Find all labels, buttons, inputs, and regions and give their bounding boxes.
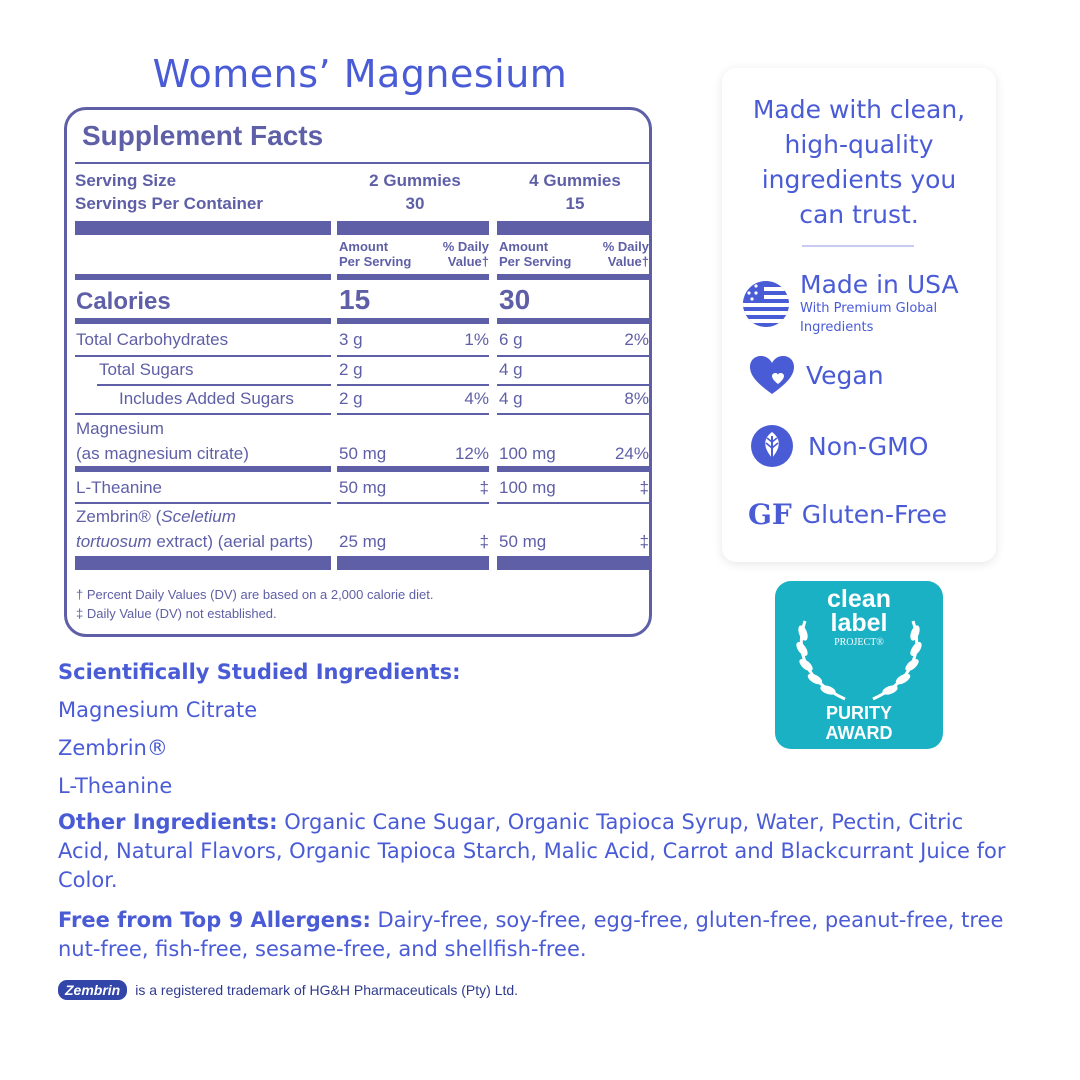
trademark-note bbox=[58, 980, 518, 1000]
thick-bar bbox=[337, 221, 489, 235]
badge-label: Made in USA bbox=[800, 270, 959, 299]
award-title bbox=[775, 703, 943, 743]
col1-serving: 2 Gummies bbox=[369, 171, 461, 190]
row-amount-1: 2 g bbox=[339, 360, 363, 379]
row-dv-1: ‡ bbox=[479, 478, 489, 497]
row-dv-1: 4% bbox=[464, 389, 489, 408]
divider bbox=[75, 162, 651, 164]
row-amount-1: 25 mg bbox=[339, 532, 387, 551]
row-amount-1: 2 g bbox=[339, 389, 363, 408]
mid-bar bbox=[75, 466, 331, 472]
other-ingredients bbox=[58, 808, 1018, 895]
thick-bar bbox=[497, 221, 651, 235]
row-name-sub: tortuosum extract) (aerial parts) bbox=[76, 532, 314, 551]
claim-line: ingredients you bbox=[761, 165, 957, 194]
calories-label: Calories bbox=[76, 288, 171, 315]
other-ingredients-label: Other Ingredients: bbox=[58, 810, 278, 834]
award-project: PROJECT® bbox=[834, 637, 884, 648]
row-dv-2: ‡ bbox=[639, 532, 649, 551]
quality-claim bbox=[732, 92, 986, 232]
studied-item: L-Theanine bbox=[58, 774, 173, 798]
divider bbox=[75, 502, 331, 504]
footnote-double-dagger: ‡ Daily Value (DV) not established. bbox=[76, 606, 277, 621]
heart-icon bbox=[748, 354, 796, 396]
divider bbox=[497, 384, 651, 386]
col1-servings: 30 bbox=[405, 194, 425, 213]
mid-bar bbox=[337, 274, 489, 280]
divider bbox=[337, 502, 489, 504]
zembrin-logo: Zembrin bbox=[58, 980, 127, 1000]
claims-card bbox=[722, 68, 996, 562]
claim-line: can trust. bbox=[799, 200, 919, 229]
badge-label: Non-GMO bbox=[808, 431, 929, 461]
row-dv-1: ‡ bbox=[479, 532, 489, 551]
card-divider bbox=[802, 245, 914, 247]
row-name: Magnesium bbox=[76, 419, 164, 438]
amount-header-1: Amount Per Serving bbox=[339, 239, 412, 269]
award-line: AWARD bbox=[825, 723, 893, 743]
row-dv-1: 1% bbox=[464, 330, 489, 349]
studied-heading: Scientifically Studied Ingredients: bbox=[58, 660, 461, 684]
row-amount-2: 50 mg bbox=[499, 532, 547, 551]
mid-bar bbox=[497, 466, 651, 472]
col2-serving: 4 Gummies bbox=[529, 171, 621, 190]
badge-sub: With Premium Global bbox=[800, 301, 938, 316]
badge-gluten-free bbox=[748, 498, 947, 531]
divider bbox=[497, 355, 651, 357]
allergen-statement bbox=[58, 906, 1018, 964]
award-line: label bbox=[830, 609, 888, 637]
servings-per-container-label: Servings Per Container bbox=[75, 194, 264, 213]
calories-col2: 30 bbox=[499, 284, 531, 315]
mid-bar bbox=[337, 466, 489, 472]
trademark-text: is a registered trademark of HG&H Pharmaceuticals (Pty) Ltd. bbox=[135, 982, 519, 998]
row-name-sub: (as magnesium citrate) bbox=[76, 444, 249, 463]
divider bbox=[97, 384, 331, 386]
dv-header-2: % Daily Value† bbox=[602, 239, 649, 269]
divider bbox=[497, 502, 651, 504]
badge-label: Gluten-Free bbox=[801, 500, 948, 529]
row-dv-2: 8% bbox=[624, 389, 649, 408]
mid-bar bbox=[337, 318, 489, 324]
badge-non-gmo bbox=[750, 424, 928, 468]
calories-col1: 15 bbox=[339, 284, 371, 315]
row-dv-2: 24% bbox=[614, 444, 649, 463]
footnote-dagger: † Percent Daily Values (DV) are based on a 2,000 calorie diet. bbox=[76, 587, 434, 602]
mid-bar bbox=[497, 318, 651, 324]
award-line: clean bbox=[827, 585, 891, 613]
row-amount-1: 50 mg bbox=[339, 444, 387, 463]
allergens-text: Dairy-free, soy-free, egg-free, gluten-free, peanut-free, tree nut-free, fish-free, sesame-free, and shellfish-free. bbox=[58, 908, 1004, 961]
row-amount-2: 4 g bbox=[499, 360, 523, 379]
claim-line: high-quality bbox=[784, 130, 934, 159]
clean-label-award bbox=[775, 581, 943, 749]
divider bbox=[75, 413, 331, 415]
divider bbox=[497, 413, 651, 415]
badge-label: Vegan bbox=[806, 360, 884, 390]
serving-size-label: Serving Size bbox=[75, 171, 177, 190]
badge-made-in-usa bbox=[742, 270, 959, 337]
mid-bar bbox=[75, 274, 331, 280]
row-name: Zembrin® (Sceletium bbox=[76, 507, 236, 526]
row-name: Total Carbohydrates bbox=[76, 330, 229, 349]
mid-bar bbox=[75, 318, 331, 324]
row-dv-2: ‡ bbox=[639, 478, 649, 497]
facts-heading: Supplement Facts bbox=[82, 120, 324, 151]
usa-flag-icon bbox=[742, 280, 790, 328]
divider bbox=[337, 413, 489, 415]
divider bbox=[337, 384, 489, 386]
allergens-label: Free from Top 9 Allergens: bbox=[58, 908, 371, 932]
row-amount-2: 100 mg bbox=[499, 478, 556, 497]
divider bbox=[75, 355, 331, 357]
badge-vegan bbox=[748, 354, 884, 396]
dv-header-1: % Daily Value† bbox=[442, 239, 489, 269]
row-name: Total Sugars bbox=[99, 360, 194, 379]
amount-header-2: Amount Per Serving bbox=[499, 239, 572, 269]
other-ingredients-text: Organic Cane Sugar, Organic Tapioca Syrup, Water, Pectin, Citric Acid, Natural Flavors, Organic Tapioca Starch, Malic Acid, Carrot and Blackcurrant Juice for Color. bbox=[58, 810, 1006, 892]
row-dv-2: 2% bbox=[624, 330, 649, 349]
row-amount-1: 50 mg bbox=[339, 478, 387, 497]
row-name: Includes Added Sugars bbox=[119, 389, 294, 408]
row-amount-2: 6 g bbox=[499, 330, 523, 349]
claim-line: Made with clean, bbox=[752, 95, 966, 124]
row-dv-1: 12% bbox=[454, 444, 489, 463]
award-line: PURITY bbox=[825, 703, 892, 723]
award-logo-text bbox=[775, 587, 943, 635]
thick-bar bbox=[337, 556, 489, 570]
product-title: Womens’ Magnesium bbox=[152, 52, 568, 96]
mid-bar bbox=[497, 274, 651, 280]
thick-bar bbox=[497, 556, 651, 570]
studied-item: Magnesium Citrate bbox=[58, 698, 258, 722]
supplement-facts-panel bbox=[64, 107, 652, 637]
row-amount-2: 4 g bbox=[499, 389, 523, 408]
row-amount-1: 3 g bbox=[339, 330, 363, 349]
row-name: L-Theanine bbox=[76, 478, 163, 497]
studied-item: Zembrin® bbox=[58, 736, 168, 760]
badge-sub: Ingredients bbox=[800, 320, 874, 335]
thick-bar bbox=[75, 221, 331, 235]
row-amount-2: 100 mg bbox=[499, 444, 556, 463]
divider bbox=[337, 355, 489, 357]
thick-bar bbox=[75, 556, 331, 570]
gf-icon: GF bbox=[748, 498, 792, 531]
leaf-icon bbox=[750, 424, 794, 468]
col2-servings: 15 bbox=[565, 194, 585, 213]
